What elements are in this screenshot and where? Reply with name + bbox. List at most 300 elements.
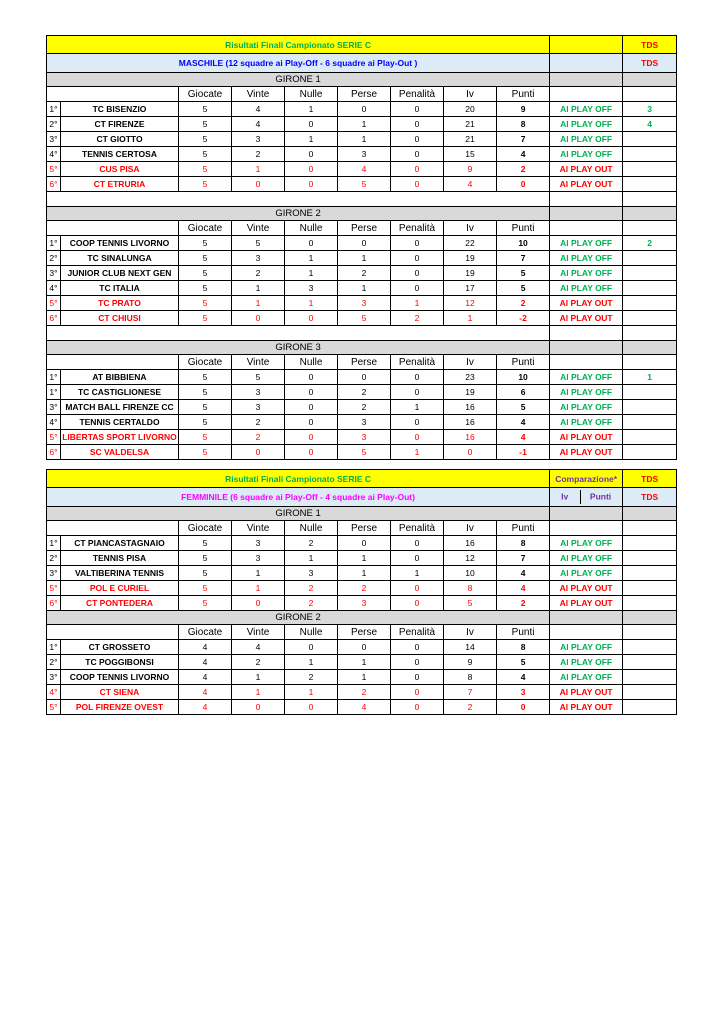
stat-iv: 9 (444, 655, 497, 670)
spacer-cell (47, 326, 550, 341)
stat-p: 5 (338, 445, 391, 460)
stat-pen: 1 (391, 445, 444, 460)
stat-v: 1 (232, 296, 285, 311)
stat-pen: 0 (391, 236, 444, 251)
stat-n: 0 (285, 415, 338, 430)
stat-v: 5 (232, 370, 285, 385)
column-header: Punti (497, 355, 550, 370)
stat-n: 0 (285, 640, 338, 655)
tds-seed (623, 251, 677, 266)
stat-n: 2 (285, 581, 338, 596)
team-rank: 3° (47, 132, 61, 147)
playoff-status: Al PLAY OFF (550, 551, 623, 566)
stat-p: 2 (338, 385, 391, 400)
column-header: Nulle (285, 355, 338, 370)
column-header: Perse (338, 521, 391, 536)
column-header: Giocate (179, 355, 232, 370)
stat-pts: 10 (497, 236, 550, 251)
stat-g: 5 (179, 296, 232, 311)
stat-pen: 0 (391, 117, 444, 132)
tds-seed (623, 415, 677, 430)
stat-g: 5 (179, 566, 232, 581)
tds-seed (623, 566, 677, 581)
group-header-blank (623, 611, 677, 625)
tds-seed (623, 296, 677, 311)
stat-p: 3 (338, 296, 391, 311)
tds-seed (623, 670, 677, 685)
playoff-status: Al PLAY OUT (550, 685, 623, 700)
team-row (47, 670, 677, 685)
playoff-status: Al PLAY OFF (550, 147, 623, 162)
spacer-row (47, 326, 677, 341)
team-name: CT GIOTTO (61, 132, 179, 147)
stat-v: 4 (232, 117, 285, 132)
stat-n: 1 (285, 655, 338, 670)
team-rank: 2° (47, 655, 61, 670)
stat-pts: 0 (497, 700, 550, 715)
stat-pts: 5 (497, 655, 550, 670)
team-rank: 5° (47, 581, 61, 596)
team-row (47, 655, 677, 670)
stat-pen: 0 (391, 551, 444, 566)
team-rank: 6° (47, 445, 61, 460)
stat-p: 0 (338, 536, 391, 551)
team-row (47, 385, 677, 400)
stat-pts: 9 (497, 102, 550, 117)
stat-pen: 0 (391, 685, 444, 700)
column-header: Penalità (391, 355, 444, 370)
femminile-table (46, 469, 677, 715)
stat-iv: 8 (444, 581, 497, 596)
stat-pen: 0 (391, 581, 444, 596)
stat-n: 1 (285, 251, 338, 266)
femminile-tds-small: TDS (623, 470, 677, 488)
tds-seed: 1 (623, 370, 677, 385)
maschile-title: Risultati Finali Campionato SERIE C (47, 36, 550, 54)
stat-pts: 7 (497, 132, 550, 147)
column-header: Penalità (391, 521, 444, 536)
column-header: Punti (497, 87, 550, 102)
stat-g: 4 (179, 670, 232, 685)
tds-seed (623, 445, 677, 460)
team-name: AT BIBBIENA (61, 370, 179, 385)
tds-seed (623, 700, 677, 715)
stat-pts: 4 (497, 581, 550, 596)
column-header: Nulle (285, 221, 338, 236)
stat-v: 4 (232, 102, 285, 117)
column-header: Punti (497, 625, 550, 640)
stat-v: 2 (232, 147, 285, 162)
tds-seed (623, 177, 677, 192)
stat-g: 4 (179, 640, 232, 655)
stat-pts: 6 (497, 385, 550, 400)
stat-p: 3 (338, 147, 391, 162)
column-header: Nulle (285, 625, 338, 640)
column-header: Punti (497, 521, 550, 536)
stat-iv: 10 (444, 566, 497, 581)
team-row (47, 551, 677, 566)
tds-seed (623, 400, 677, 415)
stat-iv: 15 (444, 147, 497, 162)
group-header-blank (623, 507, 677, 521)
stat-g: 5 (179, 266, 232, 281)
column-header: Vinte (232, 355, 285, 370)
stat-p: 0 (338, 102, 391, 117)
tds-seed (623, 281, 677, 296)
stat-n: 2 (285, 536, 338, 551)
stat-iv: 17 (444, 281, 497, 296)
stat-pts: -1 (497, 445, 550, 460)
team-rank: 5° (47, 296, 61, 311)
playoff-status: Al PLAY OUT (550, 596, 623, 611)
maschile-tds-large: TDS (623, 54, 677, 73)
stat-iv: 16 (444, 430, 497, 445)
team-rank: 6° (47, 177, 61, 192)
stat-g: 5 (179, 385, 232, 400)
team-rank: 5° (47, 700, 61, 715)
stat-p: 1 (338, 655, 391, 670)
team-rank: 3° (47, 566, 61, 581)
stat-iv: 0 (444, 445, 497, 460)
stat-v: 2 (232, 415, 285, 430)
spacer-cell (550, 192, 623, 207)
team-row (47, 581, 677, 596)
column-header-blank (623, 355, 677, 370)
stat-v: 1 (232, 566, 285, 581)
playoff-status: Al PLAY OFF (550, 236, 623, 251)
stat-pen: 0 (391, 670, 444, 685)
stat-p: 2 (338, 266, 391, 281)
stat-iv: 16 (444, 536, 497, 551)
stat-v: 3 (232, 385, 285, 400)
tds-seed (623, 596, 677, 611)
stat-g: 5 (179, 147, 232, 162)
team-name: TC ITALIA (61, 281, 179, 296)
tds-seed (623, 132, 677, 147)
group-header-blank (550, 73, 623, 87)
tds-seed (623, 162, 677, 177)
stat-iv: 14 (444, 640, 497, 655)
stat-p: 3 (338, 415, 391, 430)
column-header: Punti (497, 221, 550, 236)
team-row (47, 102, 677, 117)
team-name: CT GROSSETO (61, 640, 179, 655)
stat-n: 1 (285, 132, 338, 147)
comparison-separator (580, 490, 581, 504)
stat-g: 5 (179, 536, 232, 551)
team-rank: 1° (47, 640, 61, 655)
stat-v: 3 (232, 132, 285, 147)
maschile-subtitle-blank (550, 54, 623, 73)
stat-iv: 23 (444, 370, 497, 385)
stat-n: 0 (285, 311, 338, 326)
group-name: GIRONE 2 (47, 207, 550, 221)
team-name: TC POGGIBONSI (61, 655, 179, 670)
column-header-blank (550, 87, 623, 102)
column-header-blank (47, 87, 179, 102)
stat-v: 3 (232, 251, 285, 266)
stat-n: 1 (285, 685, 338, 700)
stat-iv: 20 (444, 102, 497, 117)
team-name: POL E CURIEL (61, 581, 179, 596)
stat-pts: 8 (497, 536, 550, 551)
stat-n: 0 (285, 177, 338, 192)
stat-n: 0 (285, 385, 338, 400)
stat-pts: 5 (497, 266, 550, 281)
playoff-status: Al PLAY OUT (550, 581, 623, 596)
tds-seed (623, 266, 677, 281)
tds-seed (623, 551, 677, 566)
stat-g: 5 (179, 281, 232, 296)
stat-n: 0 (285, 430, 338, 445)
stat-v: 3 (232, 551, 285, 566)
column-header: Iv (444, 87, 497, 102)
stat-v: 1 (232, 670, 285, 685)
team-name: POL FIRENZE OVEST (61, 700, 179, 715)
stat-pts: 7 (497, 251, 550, 266)
stat-g: 5 (179, 596, 232, 611)
group-header-blank (550, 207, 623, 221)
team-row (47, 415, 677, 430)
maschile-subtitle: MASCHILE (12 squadre ai Play-Off - 6 squadre ai Play-Out ) (47, 54, 550, 73)
team-rank: 1° (47, 536, 61, 551)
column-header: Vinte (232, 221, 285, 236)
playoff-status: Al PLAY OUT (550, 311, 623, 326)
spacer-cell (623, 326, 677, 341)
column-header: Iv (444, 625, 497, 640)
comparison-iv: Iv (561, 491, 569, 502)
column-header-blank (47, 521, 179, 536)
stat-pts: 2 (497, 596, 550, 611)
stat-n: 0 (285, 445, 338, 460)
group-header-blank (550, 507, 623, 521)
team-row (47, 281, 677, 296)
stat-v: 3 (232, 400, 285, 415)
tds-seed: 2 (623, 236, 677, 251)
team-rank: 5° (47, 430, 61, 445)
team-name: TENNIS PISA (61, 551, 179, 566)
team-row (47, 445, 677, 460)
stat-pts: 4 (497, 670, 550, 685)
stat-iv: 21 (444, 132, 497, 147)
stat-iv: 8 (444, 670, 497, 685)
maschile-table (46, 35, 677, 460)
stat-v: 0 (232, 596, 285, 611)
team-rank: 4° (47, 147, 61, 162)
stat-p: 0 (338, 640, 391, 655)
team-row (47, 685, 677, 700)
stat-p: 1 (338, 132, 391, 147)
tds-seed (623, 685, 677, 700)
stat-pen: 2 (391, 311, 444, 326)
column-header: Giocate (179, 625, 232, 640)
stat-p: 2 (338, 685, 391, 700)
stat-g: 5 (179, 581, 232, 596)
team-name: CT FIRENZE (61, 117, 179, 132)
column-header-row (47, 87, 677, 102)
stat-v: 2 (232, 266, 285, 281)
stat-pen: 1 (391, 400, 444, 415)
stat-p: 4 (338, 700, 391, 715)
comparison-label: Comparazione* (550, 470, 623, 488)
playoff-status: Al PLAY OUT (550, 700, 623, 715)
stat-v: 3 (232, 536, 285, 551)
column-header-blank (47, 355, 179, 370)
stat-pen: 0 (391, 147, 444, 162)
stat-iv: 12 (444, 296, 497, 311)
stat-pts: 8 (497, 640, 550, 655)
stat-pts: 7 (497, 551, 550, 566)
stat-n: 2 (285, 670, 338, 685)
stat-p: 0 (338, 370, 391, 385)
spacer-cell (550, 326, 623, 341)
group-name: GIRONE 1 (47, 73, 550, 87)
stat-n: 0 (285, 236, 338, 251)
stat-pen: 1 (391, 296, 444, 311)
stat-p: 2 (338, 400, 391, 415)
stat-iv: 21 (444, 117, 497, 132)
stat-iv: 16 (444, 400, 497, 415)
team-row (47, 566, 677, 581)
stat-pen: 1 (391, 566, 444, 581)
column-header-blank (550, 355, 623, 370)
stat-v: 2 (232, 430, 285, 445)
group-header-row (47, 611, 677, 625)
team-name: TC PRATO (61, 296, 179, 311)
spacer-row (47, 192, 677, 207)
team-rank: 2° (47, 251, 61, 266)
column-header: Vinte (232, 87, 285, 102)
team-name: MATCH BALL FIRENZE CC (61, 400, 179, 415)
stat-pen: 0 (391, 415, 444, 430)
stat-n: 0 (285, 117, 338, 132)
stat-pts: 2 (497, 162, 550, 177)
stat-iv: 16 (444, 415, 497, 430)
playoff-status: Al PLAY OFF (550, 251, 623, 266)
stat-n: 0 (285, 370, 338, 385)
column-header-row (47, 521, 677, 536)
team-name: CT PONTEDERA (61, 596, 179, 611)
team-name: CUS PISA (61, 162, 179, 177)
team-name: SC VALDELSA (61, 445, 179, 460)
stat-iv: 22 (444, 236, 497, 251)
team-rank: 2° (47, 117, 61, 132)
team-row (47, 430, 677, 445)
team-row (47, 296, 677, 311)
column-header: Giocate (179, 221, 232, 236)
stat-iv: 1 (444, 311, 497, 326)
stat-p: 1 (338, 251, 391, 266)
column-header-blank (47, 625, 179, 640)
stat-v: 0 (232, 311, 285, 326)
maschile-title-blank (550, 36, 623, 54)
column-header: Penalità (391, 221, 444, 236)
team-row (47, 177, 677, 192)
team-name: TC CASTIGLIONESE (61, 385, 179, 400)
team-rank: 3° (47, 400, 61, 415)
stat-v: 1 (232, 281, 285, 296)
team-name: TC BISENZIO (61, 102, 179, 117)
playoff-status: Al PLAY OUT (550, 162, 623, 177)
column-header: Perse (338, 625, 391, 640)
team-row (47, 117, 677, 132)
femminile-subtitle: FEMMINILE (6 squadre ai Play-Off - 4 squadre ai Play-Out) (47, 488, 550, 507)
stat-v: 0 (232, 700, 285, 715)
stat-n: 3 (285, 566, 338, 581)
stat-pen: 0 (391, 385, 444, 400)
column-header-blank (550, 521, 623, 536)
playoff-status: Al PLAY OFF (550, 400, 623, 415)
stat-pts: 5 (497, 400, 550, 415)
playoff-status: Al PLAY OFF (550, 117, 623, 132)
column-header: Giocate (179, 521, 232, 536)
playoff-status: Al PLAY OFF (550, 566, 623, 581)
stat-pen: 0 (391, 281, 444, 296)
column-header: Vinte (232, 521, 285, 536)
stat-g: 5 (179, 430, 232, 445)
stat-pen: 0 (391, 266, 444, 281)
playoff-status: Al PLAY OFF (550, 670, 623, 685)
team-row (47, 132, 677, 147)
group-name: GIRONE 3 (47, 341, 550, 355)
column-header: Nulle (285, 87, 338, 102)
tds-seed (623, 430, 677, 445)
team-row (47, 311, 677, 326)
column-header: Iv (444, 521, 497, 536)
stat-pen: 0 (391, 251, 444, 266)
group-header-blank (623, 341, 677, 355)
column-header-blank (623, 521, 677, 536)
stat-g: 5 (179, 415, 232, 430)
group-header-row (47, 73, 677, 87)
team-name: TENNIS CERTOSA (61, 147, 179, 162)
stat-pen: 0 (391, 132, 444, 147)
stat-pts: 10 (497, 370, 550, 385)
team-name: CT CHIUSI (61, 311, 179, 326)
tds-seed (623, 655, 677, 670)
stat-g: 4 (179, 655, 232, 670)
stat-iv: 19 (444, 385, 497, 400)
stat-pen: 0 (391, 430, 444, 445)
tds-seed: 3 (623, 102, 677, 117)
group-header-blank (623, 73, 677, 87)
team-name: CT SIENA (61, 685, 179, 700)
femminile-tds-large: TDS (623, 488, 677, 507)
team-rank: 4° (47, 685, 61, 700)
stat-g: 5 (179, 162, 232, 177)
team-name: CT PIANCASTAGNAIO (61, 536, 179, 551)
team-row (47, 147, 677, 162)
column-header-blank (623, 221, 677, 236)
team-row (47, 251, 677, 266)
column-header: Iv (444, 355, 497, 370)
stat-pts: 5 (497, 281, 550, 296)
stat-n: 1 (285, 296, 338, 311)
column-header: Penalità (391, 87, 444, 102)
stat-g: 5 (179, 132, 232, 147)
stat-p: 1 (338, 117, 391, 132)
playoff-status: Al PLAY OFF (550, 281, 623, 296)
spacer-cell (623, 192, 677, 207)
team-row (47, 236, 677, 251)
group-name: GIRONE 1 (47, 507, 550, 521)
stat-pen: 0 (391, 162, 444, 177)
maschile-tds-small: TDS (623, 36, 677, 54)
column-header: Perse (338, 87, 391, 102)
stat-iv: 2 (444, 700, 497, 715)
group-header-blank (550, 611, 623, 625)
tds-seed: 4 (623, 117, 677, 132)
